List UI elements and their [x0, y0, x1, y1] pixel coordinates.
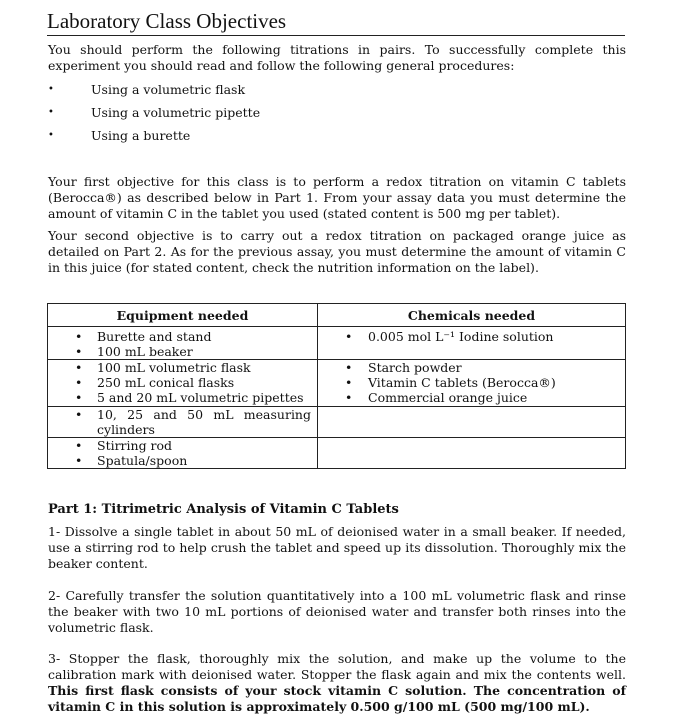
table-row: [48, 438, 626, 469]
bullet-icon: •: [48, 84, 54, 95]
equipment-item: • Burette and stand: [48, 329, 317, 344]
equipment-cell: [48, 327, 318, 360]
part1-heading: Part 1: Titrimetric Analysis of Vitamin C Tablets: [48, 502, 399, 517]
page-title: Laboratory Class Objectives: [47, 8, 625, 36]
equipment-header: Equipment needed: [48, 304, 318, 327]
intro-paragraph: You should perform the following titrations in pairs. To successfully complete this experiment you should read and follow the following general procedures:: [48, 42, 626, 73]
chemicals-header: Chemicals needed: [318, 304, 626, 327]
equipment-item: • Stirring rod: [48, 438, 317, 453]
chemicals-cell: [318, 327, 626, 360]
equipment-cell: [48, 438, 318, 469]
equipment-item: • 100 mL beaker: [48, 344, 317, 359]
chemicals-cell: [318, 360, 626, 407]
procedure-label: Using a burette: [91, 128, 191, 143]
chemical-item: • Vitamin C tablets (Berocca®): [318, 375, 625, 390]
procedure-label: Using a volumetric pipette: [91, 105, 261, 120]
equipment-item: • 10, 25 and 50 mL measuring cylinders: [48, 407, 317, 437]
equipment-item: • Spatula/spoon: [48, 453, 317, 468]
bullet-icon: •: [48, 130, 54, 141]
step-2-paragraph: 2- Carefully transfer the solution quantitatively into a 100 mL volumetric flask and rinse the beaker with two 10 mL portions of deionised water and transfer both rinses into the volumetric flask.: [48, 588, 626, 635]
step-3-bold-text: This first flask consists of your stock vitamin C solution. The concentration of vitamin C in this solution is approximately 0.500 g/100 mL (500 mg/100 mL).: [48, 683, 626, 714]
equipment-cell: [48, 407, 318, 438]
equipment-item: • 100 mL volumetric flask: [48, 360, 317, 375]
table-row: [48, 327, 626, 360]
equipment-item: • 250 mL conical flasks: [48, 375, 317, 390]
objective-1-paragraph: Your first objective for this class is to perform a redox titration on vitamin C tablets (Berocca®) as described below in Part 1. From your assay data you must determine the amount of vitamin C in the tablet you used (stated content is 500 mg per tablet).: [48, 174, 626, 221]
chemicals-cell: [318, 438, 626, 469]
equipment-cell: [48, 360, 318, 407]
table-row: [48, 360, 626, 407]
chemical-item: • Commercial orange juice: [318, 390, 625, 405]
step-3-paragraph: [48, 651, 626, 715]
table-row: [48, 407, 626, 438]
objective-2-paragraph: Your second objective is to carry out a redox titration on packaged orange juice as detailed on Part 2. As for the previous assay, you must determine the amount of vitamin C in this juice (for stated content, check the nutrition information on the label).: [48, 228, 626, 275]
step-1-paragraph: 1- Dissolve a single tablet in about 50 mL of deionised water in a small beaker. If needed, use a stirring rod to help crush the tablet and speed up its dissolution. Thoroughly mix the beaker content.: [48, 524, 626, 571]
equipment-item: • 5 and 20 mL volumetric pipettes: [48, 390, 317, 405]
step-3-text: 3- Stopper the flask, thoroughly mix the solution, and make up the volume to the calibration mark with deionised water. Stopper the flask again and mix the contents well.: [48, 651, 626, 682]
requirements-table: [47, 303, 626, 469]
bullet-icon: •: [48, 107, 54, 118]
chemical-item: • 0.005 mol L⁻¹ Iodine solution: [318, 329, 625, 344]
chemicals-cell: [318, 407, 626, 438]
chemical-item: • Starch powder: [318, 360, 625, 375]
procedure-label: Using a volumetric flask: [91, 82, 246, 97]
